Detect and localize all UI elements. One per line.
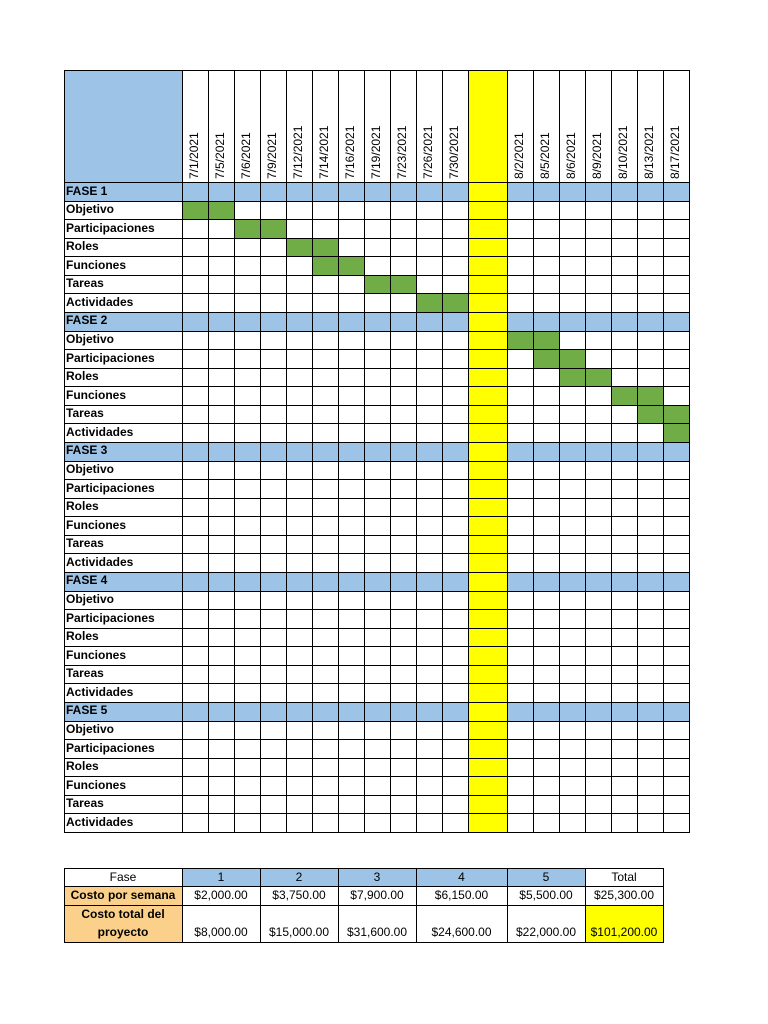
- date-label: 7/5/2021: [213, 132, 227, 179]
- task-bar-cell: [585, 368, 611, 387]
- date-label: 8/6/2021: [564, 132, 578, 179]
- task-label: Roles: [66, 499, 99, 514]
- date-label: 7/26/2021: [421, 125, 435, 179]
- grid-line-row: [64, 535, 690, 536]
- grid-line-col: [442, 70, 443, 833]
- grid-line-row: [64, 553, 690, 554]
- task-label: Tareas: [66, 406, 104, 421]
- task-bar-cell: [312, 256, 338, 275]
- task-label: Funciones: [66, 777, 127, 792]
- grid-line-row: [64, 646, 690, 647]
- phase-label: FASE 2: [66, 313, 108, 328]
- cost-grid-line: [182, 868, 183, 943]
- cost-grid-line: [585, 868, 586, 943]
- task-bar-cell: [663, 405, 689, 424]
- task-bar-cell: [559, 349, 585, 368]
- task-label: Objetivo: [66, 202, 115, 217]
- highlight-cell: [468, 312, 507, 331]
- grid-line-row: [64, 349, 690, 350]
- cost-grid-line: [663, 868, 664, 943]
- grid-line-col: [260, 70, 261, 833]
- total-cost-value: $8,000.00: [194, 925, 248, 939]
- task-label: Funciones: [66, 647, 127, 662]
- task-bar-cell: [208, 201, 234, 220]
- grid-line-row: [64, 423, 690, 424]
- grid-line-col: [182, 70, 183, 833]
- task-label: Objetivo: [66, 332, 115, 347]
- grid-line-row: [64, 201, 690, 202]
- task-bar-cell: [234, 219, 260, 238]
- task-label: Participaciones: [66, 610, 155, 625]
- phase-label: FASE 3: [66, 443, 108, 458]
- date-label: 8/17/2021: [668, 125, 682, 179]
- total-cost-value: $101,200.00: [590, 925, 658, 939]
- grid-line-left: [64, 70, 65, 833]
- cost-header-cell: 3: [373, 869, 381, 884]
- date-label: 8/5/2021: [538, 132, 552, 179]
- total-cost-value: $15,000.00: [268, 925, 330, 939]
- cost-header-cell: 2: [295, 869, 303, 884]
- date-label: 8/13/2021: [642, 125, 656, 179]
- grid-line-col: [533, 70, 534, 833]
- grid-line-row: [64, 683, 690, 684]
- date-label: 8/9/2021: [590, 132, 604, 179]
- total-cost-value: $22,000.00: [515, 925, 577, 939]
- grid-line-row: [64, 405, 690, 406]
- task-label: Actividades: [66, 424, 134, 439]
- cost-grid-line: [416, 868, 417, 943]
- grid-line-row: [64, 795, 690, 796]
- grid-line-col: [364, 70, 365, 833]
- task-bar-cell: [663, 423, 689, 442]
- task-bar-cell: [312, 238, 338, 257]
- phase-band: [64, 182, 689, 201]
- task-label: Roles: [66, 629, 99, 644]
- task-label: Roles: [66, 369, 99, 384]
- highlight-cell: [468, 442, 507, 461]
- task-bar-cell: [182, 201, 208, 220]
- grid-line-row: [64, 479, 690, 480]
- grid-line-col: [234, 70, 235, 833]
- date-label: 7/6/2021: [239, 132, 253, 179]
- header-blank-cell: [64, 70, 182, 182]
- grid-line-row: [64, 776, 690, 777]
- total-cost-label-line2: proyecto: [97, 925, 149, 939]
- cost-grid-line: [64, 886, 664, 887]
- task-label: Participaciones: [66, 350, 155, 365]
- grid-line-top: [64, 70, 690, 71]
- grid-line-row: [64, 721, 690, 722]
- task-label: Participaciones: [66, 740, 155, 755]
- task-bar-cell: [338, 256, 364, 275]
- cost-grid-line: [507, 868, 508, 943]
- grid-line-col: [585, 70, 586, 833]
- weekly-cost-label: Costo por semana: [70, 887, 176, 902]
- date-label: 7/23/2021: [395, 125, 409, 179]
- phase-band: [64, 572, 689, 591]
- task-bar-cell: [637, 386, 663, 405]
- grid-line-row: [64, 442, 690, 443]
- grid-line-col: [663, 70, 664, 833]
- grid-line-row: [64, 628, 690, 629]
- cost-header-cell: 5: [542, 869, 550, 884]
- cost-grid-line: [338, 868, 339, 943]
- grid-line-row: [64, 516, 690, 517]
- grid-line-col: [416, 70, 417, 833]
- task-label: Roles: [66, 759, 99, 774]
- task-label: Actividades: [66, 554, 134, 569]
- highlight-cell: [468, 702, 507, 721]
- grid-line-row: [64, 386, 690, 387]
- cost-grid-line: [64, 942, 664, 943]
- task-bar-cell: [533, 331, 559, 350]
- grid-line-col: [689, 70, 690, 833]
- total-cost-label-line1: Costo total del: [81, 906, 165, 921]
- task-label: Tareas: [66, 276, 104, 291]
- task-bar-cell: [442, 293, 468, 312]
- grid-line-col: [338, 70, 339, 833]
- grid-line-header: [64, 182, 690, 183]
- date-label: 7/12/2021: [291, 125, 305, 179]
- grid-line-row: [64, 832, 690, 833]
- task-label: Roles: [66, 239, 99, 254]
- task-bar-cell: [286, 238, 312, 257]
- grid-line-col: [507, 70, 508, 833]
- date-label: 7/1/2021: [187, 132, 201, 179]
- grid-line-row: [64, 238, 690, 239]
- weekly-cost-value: $7,900.00: [350, 887, 404, 902]
- task-label: Participaciones: [66, 480, 155, 495]
- date-label: 7/9/2021: [265, 132, 279, 179]
- task-label: Funciones: [66, 517, 127, 532]
- grid-line-row: [64, 331, 690, 332]
- task-bar-cell: [416, 293, 442, 312]
- task-bar-cell: [260, 219, 286, 238]
- grid-line-row: [64, 498, 690, 499]
- total-cost-value: $24,600.00: [431, 925, 492, 939]
- task-bar-cell: [559, 368, 585, 387]
- grid-line-col: [208, 70, 209, 833]
- task-label: Objetivo: [66, 592, 115, 607]
- highlight-cell: [468, 572, 507, 591]
- grid-line-col: [611, 70, 612, 833]
- phase-label: FASE 4: [66, 573, 108, 588]
- task-bar-cell: [533, 349, 559, 368]
- grid-line-row: [64, 293, 690, 294]
- task-label: Tareas: [66, 796, 104, 811]
- cost-grid-line: [64, 868, 664, 869]
- task-label: Actividades: [66, 814, 134, 829]
- task-label: Objetivo: [66, 462, 115, 477]
- grid-line-row: [64, 312, 690, 313]
- date-label: 7/30/2021: [447, 125, 461, 179]
- weekly-cost-value: $3,750.00: [272, 887, 326, 902]
- grid-line-row: [64, 275, 690, 276]
- task-bar-cell: [637, 405, 663, 424]
- task-label: Actividades: [66, 684, 134, 699]
- grid-line-col: [286, 70, 287, 833]
- grid-line-row: [64, 813, 690, 814]
- date-label: 8/10/2021: [616, 125, 630, 179]
- task-label: Objetivo: [66, 722, 115, 737]
- grid-line-row: [64, 591, 690, 592]
- task-bar-cell: [390, 275, 416, 294]
- date-label: 7/14/2021: [317, 125, 331, 179]
- task-label: Funciones: [66, 387, 127, 402]
- grid-line-row: [64, 461, 690, 462]
- grid-line-row: [64, 219, 690, 220]
- grid-line-row: [64, 368, 690, 369]
- phase-band: [64, 312, 689, 331]
- cost-grid-line: [64, 868, 65, 943]
- grid-line-row: [64, 758, 690, 759]
- phase-label: FASE 5: [66, 703, 108, 718]
- weekly-cost-value: $2,000.00: [194, 887, 248, 902]
- date-label: 7/16/2021: [343, 125, 357, 179]
- task-label: Actividades: [66, 294, 134, 309]
- cost-header-cell: 1: [217, 869, 225, 884]
- cost-header-cell: 4: [458, 869, 465, 884]
- task-label: Tareas: [66, 536, 104, 551]
- weekly-cost-value: $5,500.00: [519, 887, 573, 902]
- grid-line-row: [64, 256, 690, 257]
- grid-line-col: [390, 70, 391, 833]
- task-label: Funciones: [66, 257, 127, 272]
- cost-header-cell: Total: [611, 869, 637, 884]
- phase-band: [64, 702, 689, 721]
- grid-line-col: [312, 70, 313, 833]
- date-label: 8/2/2021: [512, 132, 526, 179]
- grid-line-row: [64, 665, 690, 666]
- phase-band: [64, 442, 689, 461]
- highlight-cell: [468, 182, 507, 201]
- grid-line-row: [64, 739, 690, 740]
- grid-line-col: [559, 70, 560, 833]
- cost-grid-line: [64, 905, 664, 906]
- grid-line-col: [468, 70, 469, 833]
- task-label: Tareas: [66, 666, 104, 681]
- date-label: 7/19/2021: [369, 125, 383, 179]
- task-label: Participaciones: [66, 220, 155, 235]
- task-bar-cell: [611, 386, 637, 405]
- task-bar-cell: [364, 275, 390, 294]
- total-cost-value: $31,600.00: [346, 925, 408, 939]
- grid-line-row: [64, 572, 690, 573]
- grid-line-row: [64, 609, 690, 610]
- cost-grid-line: [260, 868, 261, 943]
- phase-label: FASE 1: [66, 183, 108, 198]
- cost-header-cell: Fase: [109, 869, 137, 884]
- grid-line-col: [637, 70, 638, 833]
- weekly-cost-value: $25,300.00: [593, 887, 655, 902]
- grid-line-row: [64, 702, 690, 703]
- weekly-cost-value: $6,150.00: [434, 887, 489, 902]
- task-bar-cell: [507, 331, 533, 350]
